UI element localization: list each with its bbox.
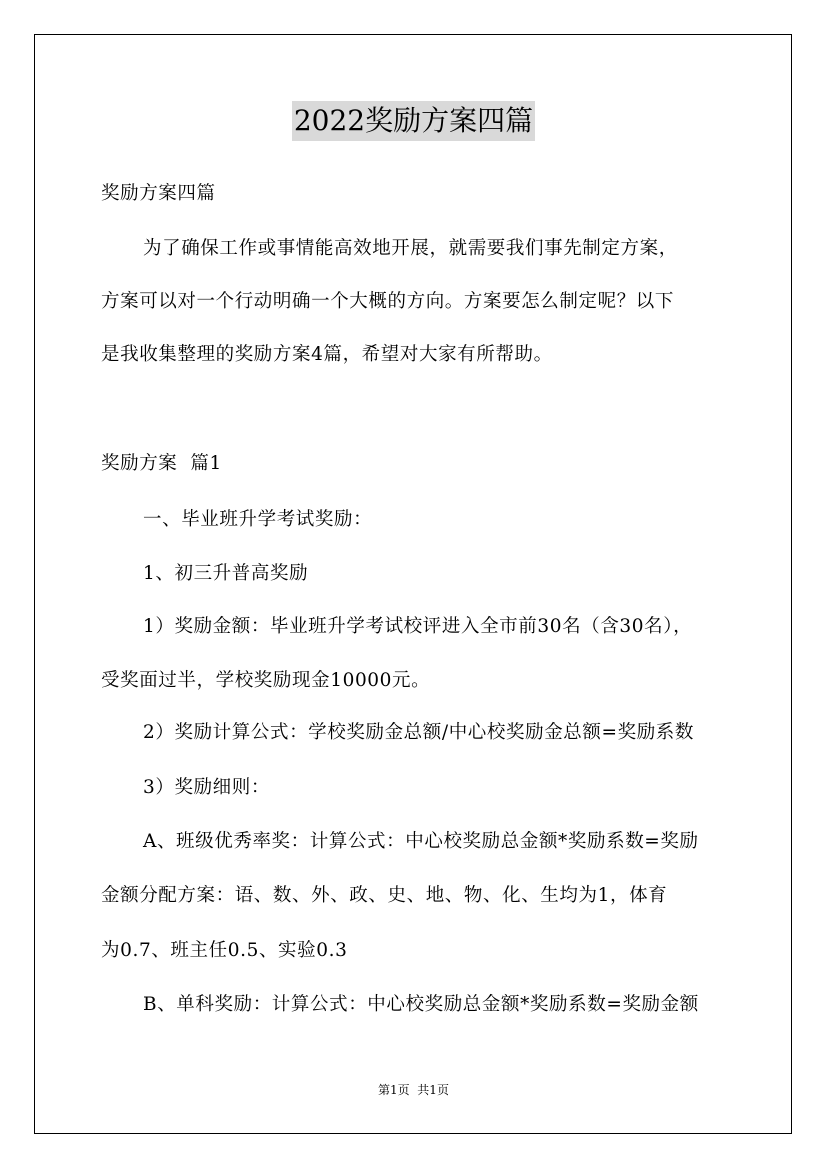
intro-line-1: 为了确保工作或事情能高效地开展，就需要我们事先制定方案，	[143, 238, 678, 259]
document-title: 2022奖励方案四篇	[292, 101, 535, 141]
body-line-4: 受奖面过半，学校奖励现金10000元。	[101, 670, 431, 691]
body-line-1: 一、毕业班升学考试奖励：	[143, 509, 373, 530]
body-line-10: B、单科奖励：计算公式：中心校奖励总金额*奖励系数=奖励金额	[143, 994, 699, 1015]
section-heading: 奖励方案 篇1	[101, 453, 222, 474]
document-subtitle: 奖励方案四篇	[101, 183, 216, 204]
title-wrap	[0, 101, 827, 141]
body-line-8: 金额分配方案：语、数、外、政、史、地、物、化、生均为1，体育	[101, 885, 668, 906]
page-footer: 第1页 共1页	[378, 1083, 449, 1097]
body-line-6: 3）奖励细则：	[143, 777, 270, 798]
body-line-7: A、班级优秀率奖：计算公式：中心校奖励总金额*奖励系数=奖励	[143, 831, 699, 852]
intro-line-2: 方案可以对一个行动明确一个大概的方向。方案要怎么制定呢？以下	[101, 291, 675, 312]
body-line-9: 为0.7、班主任0.5、实验0.3	[101, 940, 348, 961]
intro-line-3: 是我收集整理的奖励方案4篇，希望对大家有所帮助。	[101, 344, 553, 365]
body-line-2: 1、初三升普高奖励	[143, 563, 309, 584]
body-line-3: 1）奖励金额：毕业班升学考试校评进入全市前30名（含30名），	[143, 616, 693, 637]
body-line-5: 2）奖励计算公式：学校奖励金总额/中心校奖励金总额=奖励系数	[143, 722, 695, 743]
